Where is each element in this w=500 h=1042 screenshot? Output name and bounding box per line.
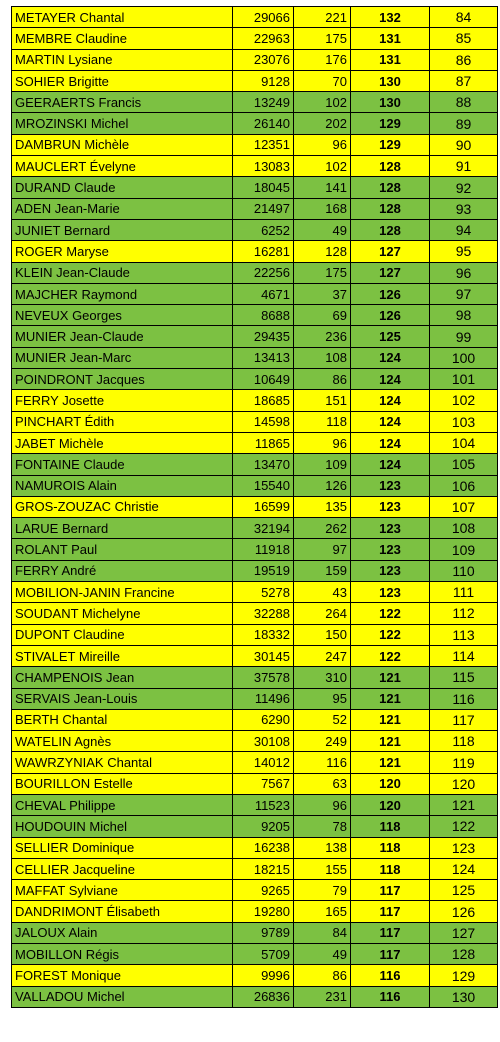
table-row	[12, 645, 498, 666]
participant-value-2: 262	[294, 518, 351, 539]
participant-name: WATELIN Agnès	[12, 731, 233, 752]
participant-value-2: 249	[294, 731, 351, 752]
participant-name: MAFFAT Sylviane	[12, 880, 233, 901]
participant-value-2: 49	[294, 944, 351, 965]
participant-score: 121	[351, 731, 430, 752]
participant-value-2: 95	[294, 688, 351, 709]
table-row	[12, 816, 498, 837]
participant-value-2: 165	[294, 901, 351, 922]
participant-value-2: 86	[294, 965, 351, 986]
table-row	[12, 92, 498, 113]
table-row	[12, 752, 498, 773]
participant-name: WAWRZYNIAK Chantal	[12, 752, 233, 773]
participant-name: ROGER Maryse	[12, 241, 233, 262]
participant-value-1: 18215	[233, 858, 294, 879]
participant-score: 125	[351, 326, 430, 347]
participant-name: DURAND Claude	[12, 177, 233, 198]
table-row	[12, 794, 498, 815]
participant-value-1: 13413	[233, 347, 294, 368]
table-row	[12, 134, 498, 155]
participant-name: JABET Michèle	[12, 432, 233, 453]
table-row	[12, 411, 498, 432]
participant-score: 117	[351, 880, 430, 901]
participant-rank: 124	[430, 858, 498, 879]
participant-score: 122	[351, 645, 430, 666]
participant-rank: 115	[430, 667, 498, 688]
participant-score: 118	[351, 858, 430, 879]
participant-value-1: 14012	[233, 752, 294, 773]
participant-name: DUPONT Claudine	[12, 624, 233, 645]
table-row	[12, 70, 498, 91]
participant-value-1: 15540	[233, 475, 294, 496]
participant-value-1: 11523	[233, 794, 294, 815]
participant-score: 131	[351, 49, 430, 70]
participant-score: 121	[351, 688, 430, 709]
participant-rank: 84	[430, 7, 498, 28]
participant-name: MROZINSKI Michel	[12, 113, 233, 134]
participant-rank: 98	[430, 305, 498, 326]
participant-value-2: 159	[294, 560, 351, 581]
participant-score: 124	[351, 369, 430, 390]
participant-value-2: 63	[294, 773, 351, 794]
participant-value-1: 13083	[233, 156, 294, 177]
participant-value-1: 32288	[233, 603, 294, 624]
participant-name: FONTAINE Claude	[12, 454, 233, 475]
participant-name: MUNIER Jean-Claude	[12, 326, 233, 347]
participant-score: 126	[351, 305, 430, 326]
participant-name: POINDRONT Jacques	[12, 369, 233, 390]
participant-score: 128	[351, 198, 430, 219]
participant-score: 118	[351, 816, 430, 837]
participant-value-2: 231	[294, 986, 351, 1007]
table-row	[12, 113, 498, 134]
table-row	[12, 688, 498, 709]
table-row	[12, 986, 498, 1007]
participant-name: MEMBRE Claudine	[12, 28, 233, 49]
participant-score: 122	[351, 603, 430, 624]
participant-name: CELLIER Jacqueline	[12, 858, 233, 879]
participant-score: 132	[351, 7, 430, 28]
participant-value-1: 19280	[233, 901, 294, 922]
participant-value-2: 78	[294, 816, 351, 837]
participant-score: 116	[351, 986, 430, 1007]
table-row	[12, 432, 498, 453]
participant-name: ADEN Jean-Marie	[12, 198, 233, 219]
participant-score: 121	[351, 667, 430, 688]
participant-value-2: 116	[294, 752, 351, 773]
participant-rank: 92	[430, 177, 498, 198]
participant-value-1: 37578	[233, 667, 294, 688]
table-row	[12, 7, 498, 28]
participant-value-1: 5278	[233, 582, 294, 603]
participant-value-2: 102	[294, 92, 351, 113]
participant-name: NAMUROIS Alain	[12, 475, 233, 496]
participant-value-2: 150	[294, 624, 351, 645]
participant-score: 121	[351, 752, 430, 773]
participant-score: 130	[351, 70, 430, 91]
participant-rank: 117	[430, 709, 498, 730]
participant-value-2: 37	[294, 283, 351, 304]
table-row	[12, 454, 498, 475]
participant-value-2: 126	[294, 475, 351, 496]
table-row	[12, 773, 498, 794]
table-row	[12, 922, 498, 943]
table-row	[12, 880, 498, 901]
table-row	[12, 156, 498, 177]
participant-value-2: 141	[294, 177, 351, 198]
participant-score: 120	[351, 773, 430, 794]
participant-value-2: 155	[294, 858, 351, 879]
participant-value-2: 176	[294, 49, 351, 70]
participant-score: 124	[351, 347, 430, 368]
participant-value-2: 151	[294, 390, 351, 411]
participant-rank: 88	[430, 92, 498, 113]
participant-rank: 102	[430, 390, 498, 411]
participant-score: 124	[351, 390, 430, 411]
participant-rank: 91	[430, 156, 498, 177]
participant-rank: 101	[430, 369, 498, 390]
table-row	[12, 49, 498, 70]
participant-value-1: 29435	[233, 326, 294, 347]
participant-rank: 110	[430, 560, 498, 581]
table-row	[12, 582, 498, 603]
participant-name: SELLIER Dominique	[12, 837, 233, 858]
participant-value-1: 18332	[233, 624, 294, 645]
participant-value-1: 30108	[233, 731, 294, 752]
participant-rank: 89	[430, 113, 498, 134]
participant-name: BERTH Chantal	[12, 709, 233, 730]
participant-value-1: 14598	[233, 411, 294, 432]
table-row	[12, 709, 498, 730]
participant-score: 124	[351, 411, 430, 432]
participant-value-2: 108	[294, 347, 351, 368]
participant-score: 131	[351, 28, 430, 49]
participant-name: FERRY André	[12, 560, 233, 581]
participant-value-1: 9265	[233, 880, 294, 901]
participant-rank: 120	[430, 773, 498, 794]
participant-name: METAYER Chantal	[12, 7, 233, 28]
participant-score: 121	[351, 709, 430, 730]
table-row	[12, 603, 498, 624]
participant-rank: 94	[430, 219, 498, 240]
participant-rank: 123	[430, 837, 498, 858]
participant-value-2: 264	[294, 603, 351, 624]
participant-value-1: 13470	[233, 454, 294, 475]
participant-name: JALOUX Alain	[12, 922, 233, 943]
participant-value-1: 19519	[233, 560, 294, 581]
table-row	[12, 28, 498, 49]
participant-value-1: 4671	[233, 283, 294, 304]
participant-value-1: 11918	[233, 539, 294, 560]
participant-score: 129	[351, 134, 430, 155]
participant-value-1: 11496	[233, 688, 294, 709]
participant-name: SOHIER Brigitte	[12, 70, 233, 91]
participant-rank: 127	[430, 922, 498, 943]
participant-name: MUNIER Jean-Marc	[12, 347, 233, 368]
participant-rank: 93	[430, 198, 498, 219]
participant-name: MAJCHER Raymond	[12, 283, 233, 304]
participant-value-1: 6290	[233, 709, 294, 730]
participant-score: 123	[351, 475, 430, 496]
participant-name: VALLADOU Michel	[12, 986, 233, 1007]
participant-rank: 128	[430, 944, 498, 965]
participant-value-1: 29066	[233, 7, 294, 28]
participant-value-1: 8688	[233, 305, 294, 326]
participant-score: 128	[351, 156, 430, 177]
table-row	[12, 369, 498, 390]
participant-rank: 121	[430, 794, 498, 815]
table-row	[12, 283, 498, 304]
participant-value-1: 7567	[233, 773, 294, 794]
participant-value-2: 247	[294, 645, 351, 666]
table-row	[12, 539, 498, 560]
table-row	[12, 837, 498, 858]
participant-rank: 87	[430, 70, 498, 91]
participant-score: 122	[351, 624, 430, 645]
table-row	[12, 347, 498, 368]
participant-rank: 105	[430, 454, 498, 475]
participant-name: KLEIN Jean-Claude	[12, 262, 233, 283]
participant-value-1: 11865	[233, 432, 294, 453]
participant-value-2: 175	[294, 28, 351, 49]
participant-value-1: 16599	[233, 496, 294, 517]
participant-rank: 112	[430, 603, 498, 624]
participant-value-2: 109	[294, 454, 351, 475]
participant-value-2: 128	[294, 241, 351, 262]
table-row	[12, 667, 498, 688]
participant-name: GEERAERTS Francis	[12, 92, 233, 113]
participant-score: 117	[351, 922, 430, 943]
participant-rank: 97	[430, 283, 498, 304]
participant-value-2: 138	[294, 837, 351, 858]
table-row	[12, 731, 498, 752]
participant-name: BOURILLON Estelle	[12, 773, 233, 794]
participant-score: 127	[351, 262, 430, 283]
participant-value-2: 236	[294, 326, 351, 347]
participant-rank: 111	[430, 582, 498, 603]
table-row	[12, 624, 498, 645]
participant-value-2: 49	[294, 219, 351, 240]
participant-score: 124	[351, 454, 430, 475]
participant-score: 124	[351, 432, 430, 453]
participant-value-2: 96	[294, 794, 351, 815]
participant-value-1: 9789	[233, 922, 294, 943]
table-row	[12, 198, 498, 219]
participant-value-1: 23076	[233, 49, 294, 70]
participant-rank: 106	[430, 475, 498, 496]
participant-rank: 109	[430, 539, 498, 560]
participant-value-2: 52	[294, 709, 351, 730]
participant-value-2: 96	[294, 432, 351, 453]
participant-name: MOBILLON Régis	[12, 944, 233, 965]
participant-score: 120	[351, 794, 430, 815]
ranking-table	[11, 6, 498, 1008]
participant-rank: 116	[430, 688, 498, 709]
participant-score: 130	[351, 92, 430, 113]
participant-rank: 85	[430, 28, 498, 49]
participant-name: GROS-ZOUZAC Christie	[12, 496, 233, 517]
participant-value-2: 70	[294, 70, 351, 91]
participant-value-2: 175	[294, 262, 351, 283]
table-row	[12, 475, 498, 496]
table-row	[12, 219, 498, 240]
participant-rank: 114	[430, 645, 498, 666]
participant-name: SOUDANT Michelyne	[12, 603, 233, 624]
participant-value-1: 10649	[233, 369, 294, 390]
participant-rank: 126	[430, 901, 498, 922]
participant-score: 116	[351, 965, 430, 986]
participant-rank: 96	[430, 262, 498, 283]
participant-value-1: 18045	[233, 177, 294, 198]
participant-value-1: 16281	[233, 241, 294, 262]
participant-rank: 119	[430, 752, 498, 773]
participant-rank: 130	[430, 986, 498, 1007]
participant-value-1: 13249	[233, 92, 294, 113]
participant-score: 123	[351, 539, 430, 560]
participant-value-2: 84	[294, 922, 351, 943]
participant-value-2: 135	[294, 496, 351, 517]
participant-rank: 103	[430, 411, 498, 432]
participant-value-1: 9205	[233, 816, 294, 837]
participant-value-2: 118	[294, 411, 351, 432]
participant-score: 126	[351, 283, 430, 304]
table-row	[12, 262, 498, 283]
participant-name: DAMBRUN Michèle	[12, 134, 233, 155]
participant-name: ROLANT Paul	[12, 539, 233, 560]
participant-value-2: 202	[294, 113, 351, 134]
participant-rank: 100	[430, 347, 498, 368]
participant-name: HOUDOUIN Michel	[12, 816, 233, 837]
table-row	[12, 496, 498, 517]
participant-name: NEVEUX Georges	[12, 305, 233, 326]
table-row	[12, 944, 498, 965]
participant-name: CHEVAL Philippe	[12, 794, 233, 815]
participant-value-2: 97	[294, 539, 351, 560]
participant-rank: 122	[430, 816, 498, 837]
participant-name: FOREST Monique	[12, 965, 233, 986]
participant-value-1: 22256	[233, 262, 294, 283]
participant-score: 128	[351, 177, 430, 198]
participant-rank: 108	[430, 518, 498, 539]
participant-score: 128	[351, 219, 430, 240]
participant-rank: 95	[430, 241, 498, 262]
participant-name: FERRY Josette	[12, 390, 233, 411]
participant-value-1: 26836	[233, 986, 294, 1007]
participant-name: SERVAIS Jean-Louis	[12, 688, 233, 709]
participant-rank: 90	[430, 134, 498, 155]
participant-name: JUNIET Bernard	[12, 219, 233, 240]
participant-score: 127	[351, 241, 430, 262]
participant-rank: 113	[430, 624, 498, 645]
participant-name: STIVALET Mireille	[12, 645, 233, 666]
participant-rank: 118	[430, 731, 498, 752]
participant-value-1: 22963	[233, 28, 294, 49]
participant-rank: 86	[430, 49, 498, 70]
table-row	[12, 326, 498, 347]
table-row	[12, 560, 498, 581]
table-row	[12, 858, 498, 879]
participant-score: 123	[351, 582, 430, 603]
participant-value-1: 18685	[233, 390, 294, 411]
participant-value-1: 6252	[233, 219, 294, 240]
participant-value-2: 310	[294, 667, 351, 688]
table-row	[12, 305, 498, 326]
participant-score: 129	[351, 113, 430, 134]
participant-value-2: 102	[294, 156, 351, 177]
participant-value-1: 5709	[233, 944, 294, 965]
participant-value-1: 12351	[233, 134, 294, 155]
participant-name: MAUCLERT Évelyne	[12, 156, 233, 177]
participant-score: 117	[351, 944, 430, 965]
participant-score: 123	[351, 518, 430, 539]
participant-value-2: 96	[294, 134, 351, 155]
participant-value-2: 221	[294, 7, 351, 28]
participant-name: MOBILION-JANIN Francine	[12, 582, 233, 603]
participant-name: MARTIN Lysiane	[12, 49, 233, 70]
participant-value-2: 69	[294, 305, 351, 326]
participant-name: DANDRIMONT Élisabeth	[12, 901, 233, 922]
table-row	[12, 177, 498, 198]
participant-value-2: 168	[294, 198, 351, 219]
participant-rank: 125	[430, 880, 498, 901]
participant-name: LARUE Bernard	[12, 518, 233, 539]
table-row	[12, 241, 498, 262]
table-row	[12, 901, 498, 922]
participant-value-2: 86	[294, 369, 351, 390]
participant-value-1: 30145	[233, 645, 294, 666]
participant-score: 117	[351, 901, 430, 922]
participant-value-1: 9996	[233, 965, 294, 986]
participant-value-1: 21497	[233, 198, 294, 219]
participant-rank: 129	[430, 965, 498, 986]
participant-score: 118	[351, 837, 430, 858]
participant-rank: 104	[430, 432, 498, 453]
participant-value-1: 9128	[233, 70, 294, 91]
ranking-table-body	[12, 7, 498, 1008]
participant-score: 123	[351, 496, 430, 517]
participant-rank: 107	[430, 496, 498, 517]
participant-value-1: 16238	[233, 837, 294, 858]
participant-value-1: 26140	[233, 113, 294, 134]
participant-value-2: 43	[294, 582, 351, 603]
participant-score: 123	[351, 560, 430, 581]
table-row	[12, 518, 498, 539]
table-row	[12, 965, 498, 986]
participant-value-1: 32194	[233, 518, 294, 539]
participant-rank: 99	[430, 326, 498, 347]
participant-name: CHAMPENOIS Jean	[12, 667, 233, 688]
participant-value-2: 79	[294, 880, 351, 901]
participant-name: PINCHART Édith	[12, 411, 233, 432]
table-row	[12, 390, 498, 411]
